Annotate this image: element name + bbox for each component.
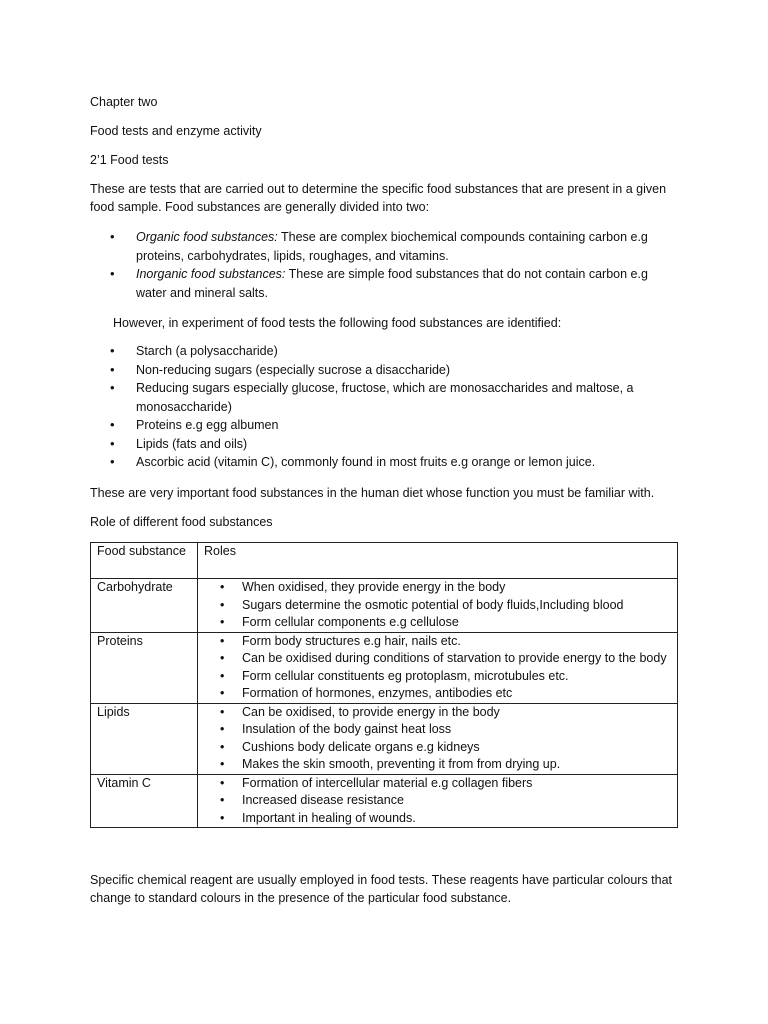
role-item: • Form body structures e.g hair, nails etc. (198, 633, 669, 651)
list-item (110, 228, 670, 265)
substance-cell: Lipids (91, 703, 198, 774)
category-description: These are complex biochemical compounds containing carbon e.g proteins, carbohydrates, lipids, roughages, and vitamins. (136, 230, 648, 263)
table-caption: Role of different food substances (90, 515, 273, 529)
table-row (91, 774, 678, 828)
role-item: • When oxidised, they provide energy in the body (198, 579, 669, 597)
chapter-title: Chapter two (90, 95, 158, 109)
identified-substances-list (110, 342, 670, 472)
category-description: These are simple food substances that do not contain carbon e.g water and mineral salts. (136, 267, 648, 300)
food-roles-table (90, 542, 678, 828)
section-heading: 2’1 Food tests (90, 153, 169, 167)
roles-cell (198, 774, 678, 828)
list-item: • Lipids (fats and oils) (110, 435, 670, 454)
role-item: • Can be oxidised during conditions of starvation to provide energy to the body (198, 650, 669, 668)
category-term: Organic food substances: (136, 230, 278, 244)
role-item: • Cushions body delicate organs e.g kidneys (198, 739, 669, 757)
role-item: • Formation of hormones, enzymes, antibodies etc (198, 685, 669, 703)
header-food-substance: Food substance (91, 543, 198, 579)
role-item: • Important in healing of wounds. (198, 810, 669, 828)
role-item: • Insulation of the body gainst heat loss (198, 721, 669, 739)
list-item: • Non-reducing sugars (especially sucrose a disaccharide) (110, 361, 670, 380)
food-categories-list (110, 228, 670, 302)
roles-cell (198, 632, 678, 703)
substance-cell: Proteins (91, 632, 198, 703)
list-item (110, 265, 670, 302)
substance-cell: Vitamin C (91, 774, 198, 828)
chapter-subtitle: Food tests and enzyme activity (90, 124, 262, 138)
experiment-paragraph: However, in experiment of food tests the following food substances are identified: (113, 316, 562, 330)
list-item: • Ascorbic acid (vitamin C), commonly found in most fruits e.g orange or lemon juice. (110, 453, 670, 472)
category-term: Inorganic food substances: (136, 267, 286, 281)
substance-cell: Carbohydrate (91, 579, 198, 633)
role-item: • Can be oxidised, to provide energy in the body (198, 704, 669, 722)
table-row (91, 703, 678, 774)
list-item: • Reducing sugars especially glucose, fructose, which are monosaccharides and maltose, a monosaccharide) (110, 379, 670, 416)
role-item: • Formation of intercellular material e.g collagen fibers (198, 775, 669, 793)
header-roles: Roles (198, 543, 678, 579)
role-item: • Increased disease resistance (198, 792, 669, 810)
roles-cell (198, 579, 678, 633)
list-item: • Proteins e.g egg albumen (110, 416, 670, 435)
role-item: • Sugars determine the osmotic potential of body fluids,Including blood (198, 597, 669, 615)
list-item: • Starch (a polysaccharide) (110, 342, 670, 361)
table-row (91, 632, 678, 703)
importance-paragraph: These are very important food substances in the human diet whose function you must be familiar with. (90, 486, 655, 500)
role-item: • Form cellular constituents eg protoplasm, microtubules etc. (198, 668, 669, 686)
table-row (91, 579, 678, 633)
role-item: • Makes the skin smooth, preventing it from from drying up. (198, 756, 669, 774)
intro-paragraph: These are tests that are carried out to determine the specific food substances that are present in a given food sample. Food substances are generally divided into two: (90, 182, 667, 214)
role-item: • Form cellular components e.g cellulose (198, 614, 669, 632)
closing-paragraph: Specific chemical reagent are usually employed in food tests. These reagents have particular colours that change to standard colours in the presence of the particular food substance. (90, 873, 673, 905)
table-header-row (91, 543, 678, 579)
roles-cell (198, 703, 678, 774)
